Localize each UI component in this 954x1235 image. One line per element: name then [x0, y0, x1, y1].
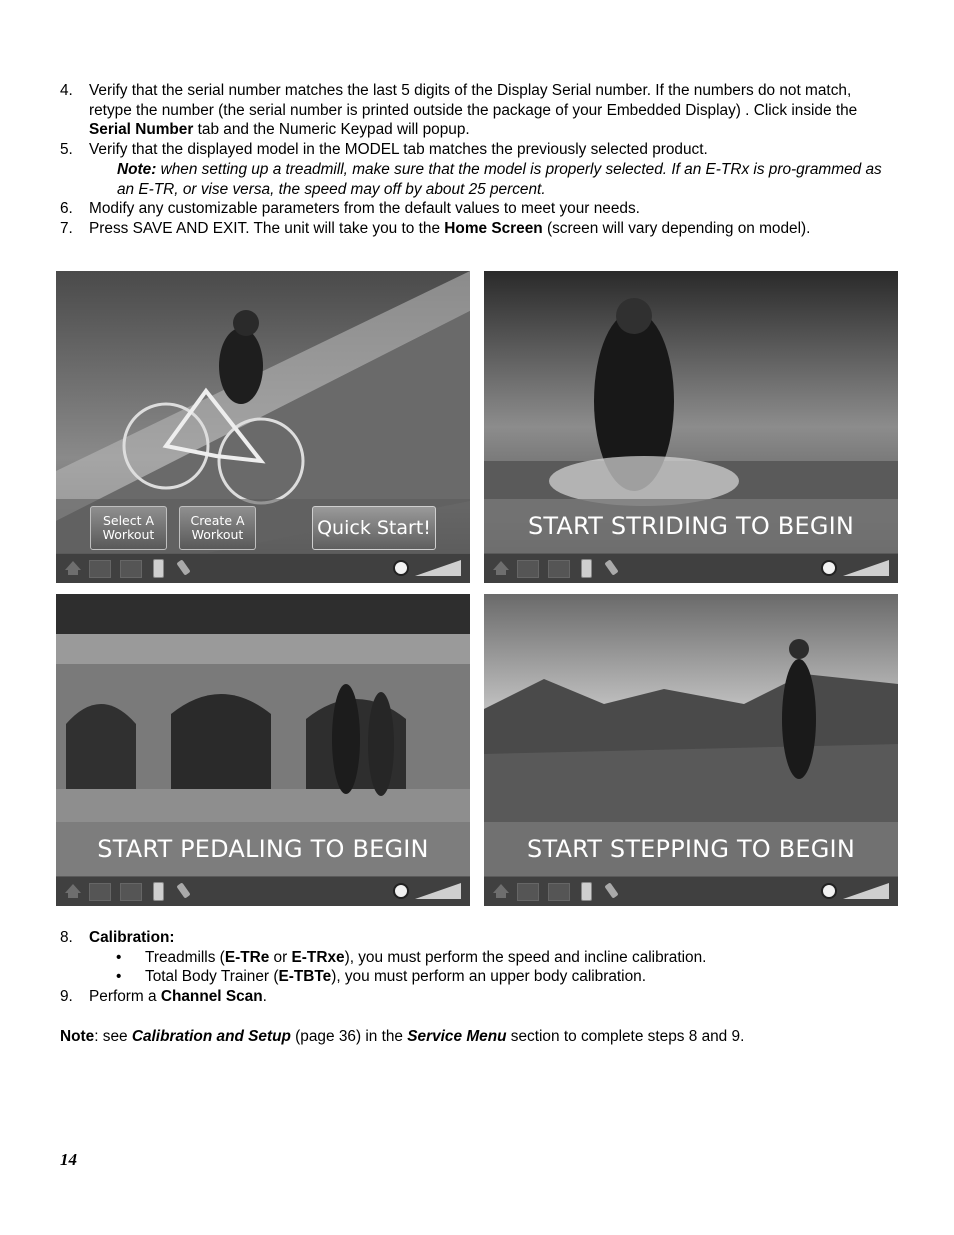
usb-icon[interactable]: [604, 559, 618, 575]
volume-slider[interactable]: [415, 560, 461, 576]
screen-toolbar: [56, 876, 470, 906]
select-workout-button[interactable]: [90, 506, 167, 550]
note-label: Note:: [117, 160, 157, 178]
screen-toolbar: [484, 553, 898, 583]
button-label-line: Workout: [102, 527, 155, 542]
usb-icon[interactable]: [176, 559, 190, 575]
home-screen-cycle: [56, 271, 470, 583]
create-workout-button[interactable]: [179, 506, 256, 550]
step-6: [60, 199, 894, 219]
button-label-line: Select A: [102, 513, 155, 528]
step-bold: Home Screen: [444, 219, 543, 237]
step-number: 6.: [60, 200, 73, 218]
tv-icon[interactable]: [517, 883, 539, 901]
step-number: 8.: [60, 929, 73, 946]
bullet-text: ), you must perform an upper body calibration.: [331, 968, 646, 986]
speaker-icon[interactable]: [821, 560, 837, 576]
model-name: E-TRxe: [291, 948, 345, 966]
bullet-text: Total Body Trainer (: [145, 968, 279, 986]
note-text: when setting up a treadmill, make sure that the model is properly selected. If an E-TRx is pro-grammed as an E-TR, or vise versa, the speed may off by about 25 percent.: [117, 160, 882, 198]
speaker-icon[interactable]: [393, 883, 409, 899]
steps-list-top: [60, 81, 894, 239]
ipod-icon[interactable]: [153, 882, 164, 901]
step-4: [60, 81, 894, 140]
ipod-icon[interactable]: [581, 882, 592, 901]
button-label-line: Create A: [190, 513, 245, 528]
usb-icon[interactable]: [176, 882, 190, 898]
step-text: Press SAVE AND EXIT. The unit will take you to the: [89, 219, 445, 237]
step-text: .: [262, 988, 267, 1006]
bullet-text: Treadmills (: [145, 948, 225, 966]
bullet-text: or: [269, 948, 292, 966]
step-number: 5.: [60, 141, 73, 159]
start-banner-text: START STRIDING TO BEGIN: [527, 512, 855, 540]
step-text: Modify any customizable parameters from the default values to meet your needs.: [89, 200, 640, 218]
tv-icon[interactable]: [89, 883, 111, 901]
start-banner: [56, 822, 470, 878]
screen-toolbar: [56, 553, 470, 583]
step-bold: Channel Scan: [160, 988, 263, 1006]
screen-toolbar: [484, 876, 898, 906]
step-text: (screen will vary depending on model).: [542, 219, 811, 237]
usb-icon[interactable]: [604, 882, 618, 898]
step-text: Perform a: [89, 988, 161, 1006]
volume-slider[interactable]: [843, 560, 889, 576]
model-name: E-TRe: [224, 948, 270, 966]
model-name: E-TBTe: [278, 968, 332, 986]
step-text: Verify that the displayed model in the MODEL tab matches the previously selected product.: [89, 141, 708, 159]
display-icon[interactable]: [548, 883, 570, 901]
step-text: tab and the Numeric Keypad will popup.: [193, 121, 470, 139]
footnote-text: : see: [94, 1028, 132, 1045]
step-label: Calibration:: [89, 929, 175, 946]
step-5-note: [60, 160, 894, 199]
tv-icon[interactable]: [89, 560, 111, 578]
start-banner: [484, 822, 898, 878]
home-icon[interactable]: [493, 561, 509, 570]
home-screen-stepping: [484, 594, 898, 906]
home-screen-striding: [484, 271, 898, 583]
home-icon[interactable]: [65, 884, 81, 893]
ipod-icon[interactable]: [153, 559, 164, 578]
quick-start-button[interactable]: Quick Start!: [312, 506, 436, 550]
footnote-label: Note: [60, 1028, 95, 1045]
bullet-item: [60, 948, 894, 968]
step-5: [60, 140, 894, 160]
page-number: 14: [60, 1150, 77, 1169]
bullet-item: [60, 967, 894, 987]
display-icon[interactable]: [120, 883, 142, 901]
footnote-text: section to complete steps 8 and 9.: [506, 1028, 745, 1045]
bullet-text: ), you must perform the speed and incline calibration.: [344, 948, 707, 966]
home-icon[interactable]: [493, 884, 509, 893]
step-bold: Serial Number: [89, 121, 194, 139]
display-icon[interactable]: [120, 560, 142, 578]
volume-slider[interactable]: [843, 883, 889, 899]
volume-slider[interactable]: [415, 883, 461, 899]
bullet-icon: •: [116, 948, 122, 966]
ipod-icon[interactable]: [581, 559, 592, 578]
bullet-icon: •: [116, 968, 122, 986]
step-9: [60, 987, 894, 1007]
step-8: [60, 928, 894, 948]
step-number: 9.: [60, 988, 73, 1006]
start-banner-text: START PEDALING TO BEGIN: [97, 835, 429, 863]
section-reference: Service Menu: [407, 1028, 507, 1045]
start-banner: [484, 499, 898, 555]
tv-icon[interactable]: [517, 560, 539, 578]
button-label-line: Workout: [191, 527, 244, 542]
section-reference: Calibration and Setup: [131, 1028, 291, 1045]
home-icon[interactable]: [65, 561, 81, 570]
steps-list-bottom: [60, 928, 894, 1007]
footnote: [60, 1027, 744, 1047]
footnote-text: (page 36) in the: [290, 1028, 408, 1045]
step-number: 4.: [60, 82, 73, 99]
step-7: [60, 219, 894, 239]
step-number: 7.: [60, 219, 73, 237]
home-screen-pedaling: [56, 594, 470, 906]
start-banner-text: START STEPPING TO BEGIN: [527, 835, 855, 863]
speaker-icon[interactable]: [821, 883, 837, 899]
display-icon[interactable]: [548, 560, 570, 578]
step-text: Verify that the serial number matches the last 5 digits of the Display Serial number. If the numbers do not match, retype the number (the serial number is printed outside the package of your Embedded Display) . Click inside the: [89, 82, 858, 119]
speaker-icon[interactable]: [393, 560, 409, 576]
